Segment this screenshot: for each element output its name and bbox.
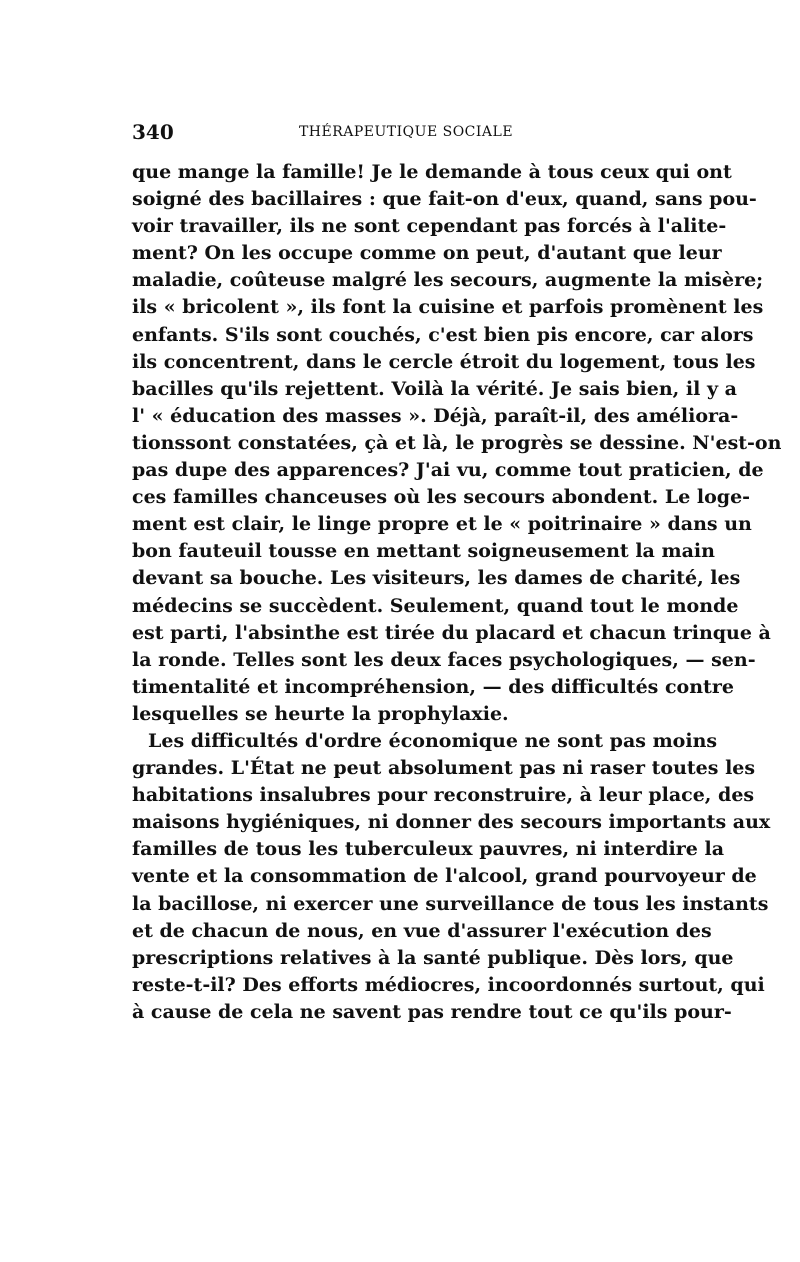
text-line: pas dupe des apparences? J'ai vu, comme tout praticien, de <box>132 459 764 482</box>
text-line: prescriptions relatives à la santé publique. Dès lors, que <box>132 946 734 969</box>
body-text <box>132 159 782 1026</box>
text-line: tionssont constatées, çà et là, le progrès se dessine. N'est-on <box>132 431 782 454</box>
text-line: devant sa bouche. Les visiteurs, les dames de charité, les <box>132 567 741 590</box>
text-line: ils « bricolent », ils font la cuisine et parfois promènent les <box>132 296 764 319</box>
text-line: et de chacun de nous, en vue d'assurer l'exécution des <box>132 919 712 942</box>
text-line: soigné des bacillaires : que fait-on d'eux, quand, sans pou- <box>132 188 757 211</box>
text-line: l' « éducation des masses ». Déjà, paraît-il, des améliora- <box>132 404 739 427</box>
text-line: voir travailler, ils ne sont cependant pas forcés à l'alite- <box>132 215 727 238</box>
text-line: bon fauteuil tousse en mettant soigneusement la main <box>132 540 715 563</box>
text-line: ils concentrent, dans le cercle étroit du logement, tous les <box>132 350 756 373</box>
text-line: grandes. L'État ne peut absolument pas ni raser toutes les <box>132 757 756 780</box>
text-line: familles de tous les tuberculeux pauvres, ni interdire la <box>132 838 725 861</box>
text-line: reste-t-il? Des efforts médiocres, incoordonnés surtout, qui <box>132 973 765 996</box>
text-line: Les difficultés d'ordre économique ne sont pas moins <box>148 729 718 752</box>
text-line: que mange la famille! Je le demande à tous ceux qui ont <box>132 161 732 183</box>
running-title: THÉRAPEUTIQUE SOCIALE <box>298 124 514 140</box>
text-line: timentalité et incompréhension, — des difficultés contre <box>132 675 734 698</box>
text-line: ment? On les occupe comme on peut, d'autant que leur <box>132 242 722 265</box>
text-line: ment est clair, le linge propre et le « poitrinaire » dans un <box>132 513 752 536</box>
text-line: enfants. S'ils sont couchés, c'est bien pis encore, car alors <box>132 323 754 346</box>
text-line: maisons hygiéniques, ni donner des secours importants aux <box>132 811 771 834</box>
text-line: bacilles qu'ils rejettent. Voilà la vérité. Je sais bien, il y a <box>132 377 737 400</box>
text-line: médecins se succèdent. Seulement, quand tout le monde <box>132 594 739 617</box>
text-line: la bacillose, ni exercer une surveillance de tous les instants <box>132 892 769 915</box>
text-line: ces familles chanceuses où les secours abondent. Le loge- <box>132 486 751 509</box>
text-line: habitations insalubres pour reconstruire, à leur place, des <box>132 784 755 807</box>
text-line: à cause de cela ne savent pas rendre tout ce qu'ils pour- <box>132 1000 732 1023</box>
text-line: lesquelles se heurte la prophylaxie. <box>132 702 509 725</box>
text-line: la ronde. Telles sont les deux faces psychologiques, — sen- <box>132 648 756 671</box>
page-number: 340 <box>132 120 174 144</box>
text-line: est parti, l'absinthe est tirée du placard et chacun trinque à <box>132 621 771 644</box>
text-line: maladie, coûteuse malgré les secours, augmente la misère; <box>132 269 764 292</box>
text-line: vente et la consommation de l'alcool, grand pourvoyeur de <box>132 865 757 888</box>
page-header <box>132 120 680 144</box>
